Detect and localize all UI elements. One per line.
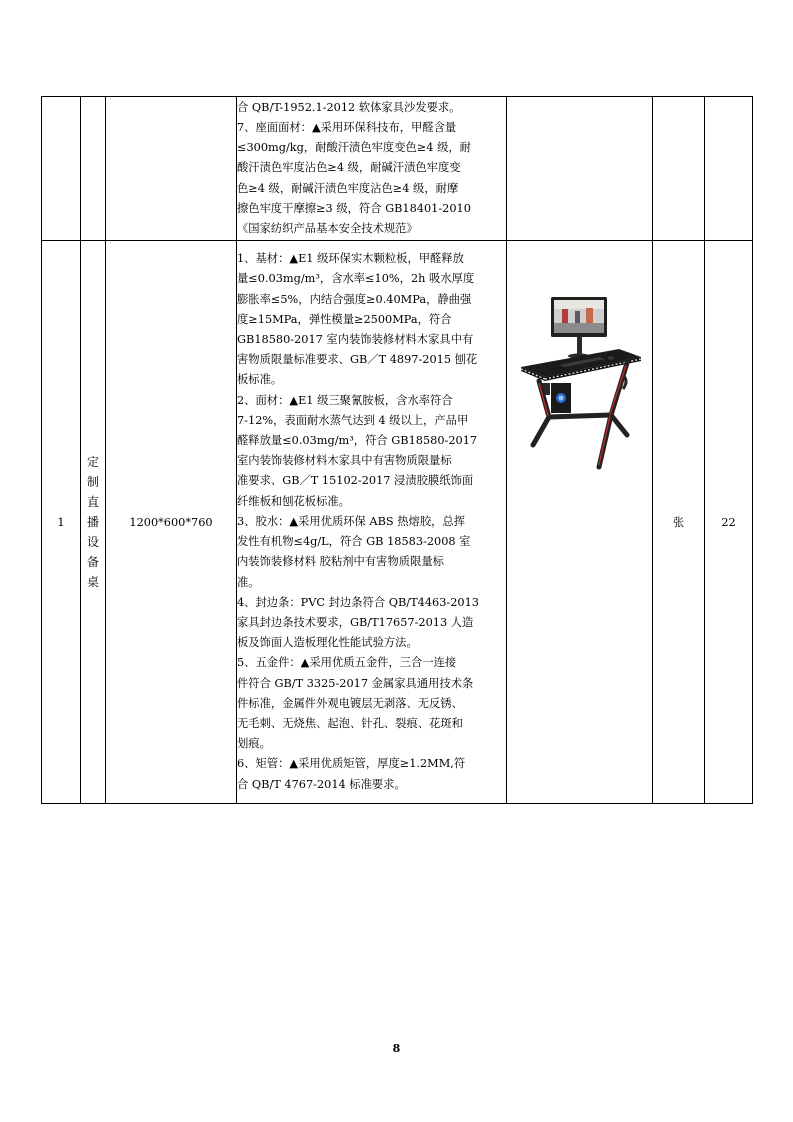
spec-line: GB18580-2017 室内装饰装修材料木家具中有 (237, 333, 474, 347)
cell-unit-empty (653, 97, 705, 241)
spec-line: 家具封边条技术要求，GB/T17657-2013 人造 (237, 615, 474, 629)
table-row-item (42, 241, 753, 804)
spec-line: 度≥15MPa，弹性模量≥2500MPa，符合 (237, 312, 452, 326)
spec-line: 板标准。 (237, 373, 283, 387)
spec-line: 件符合 GB/T 3325-2017 金属家具通用技术条 (237, 676, 474, 690)
spec-line: 擦色牢度干摩擦≥3 级，符合 GB18401-2010 (237, 201, 471, 215)
name-char: 备 (86, 555, 99, 569)
spec-line: 纤维板和刨花板标准。 (237, 494, 350, 508)
spec-line: 板及饰面人造板理化性能试验方法。 (237, 636, 418, 650)
spec-line: 合 QB/T-1952.1-2012 软体家具沙发要求。 (237, 100, 461, 114)
cell-spec-continued (237, 97, 507, 241)
spec-line: 2、面材：▲E1 级三聚氰胺板，含水率符合 (237, 393, 453, 407)
cell-size-empty (106, 97, 237, 241)
name-char: 制 (86, 475, 99, 489)
spec-line: 5、五金件：▲采用优质五金件，三合一连接 (237, 656, 457, 670)
spec-line: 内装饰装修材料 胶粘剂中有害物质限量标 (237, 555, 444, 569)
name-char: 直 (86, 495, 99, 509)
spec-line: 件标准，金属件外观电镀层无剥落、无反锈、 (237, 696, 463, 710)
spec-line: 膨胀率≤5%，内结合强度≥0.40MPa，静曲强 (237, 292, 472, 306)
table-row-continued (42, 97, 753, 241)
spec-line: 色≥4 级，耐碱汗渍色牢度沾色≥4 级，耐摩 (237, 181, 459, 195)
cell-image-empty (507, 97, 653, 241)
cell-quantity: 22 (705, 241, 753, 804)
gaming-desk-image (515, 295, 645, 475)
spec-table (41, 96, 753, 804)
spec-line: 害物质限量标准要求、GB／T 4897-2015 刨花 (237, 353, 478, 367)
spec-line: 准要求、GB／T 15102-2017 浸渍胶膜纸饰面 (237, 474, 474, 488)
spec-line: 酸汗渍色牢度沾色≥4 级，耐碱汗渍色牢度变 (237, 161, 461, 175)
cell-qty-empty (705, 97, 753, 241)
cell-size: 1200*600*760 (106, 241, 237, 804)
name-char: 定 (86, 455, 99, 469)
spec-line: 1、基材：▲E1 级环保实木颗粒板，甲醛释放 (237, 252, 464, 266)
spec-line: 量≤0.03mg/m³，含水率≤10%，2h 吸水厚度 (237, 272, 475, 286)
spec-line: 3、胶水：▲采用优质环保 ABS 热熔胶，总挥 (237, 514, 466, 528)
cell-name-empty (81, 97, 106, 241)
spec-line: 6、矩管：▲采用优质矩管，厚度≥1.2MM,符 (237, 757, 466, 771)
spec-line: 发性有机物≤4g/L，符合 GB 18583-2008 室 (237, 535, 471, 549)
spec-line: 合 QB/T 4767-2014 标准要求。 (237, 777, 406, 791)
cell-product-image (507, 241, 653, 804)
spec-line: 准。 (237, 575, 260, 589)
spec-line: 室内装饰装修材料木家具中有害物质限量标 (237, 454, 452, 468)
spec-line: ≤300mg/kg，耐酸汗渍色牢度变色≥4 级，耐 (237, 141, 471, 155)
name-char: 播 (86, 515, 99, 529)
spec-line: 7、座面面材：▲采用环保科技布，甲醛含量 (237, 120, 457, 134)
name-char: 桌 (86, 575, 99, 589)
spec-line: 醛释放量≤0.03mg/m³，符合 GB18580-2017 (237, 434, 478, 448)
spec-line: 划痕。 (237, 737, 271, 751)
name-char: 设 (86, 535, 99, 549)
spec-line: 《国家纺织产品基本安全技术规范》 (237, 222, 418, 235)
cell-spec (237, 241, 507, 804)
spec-line: 4、封边条：PVC 封边条符合 QB/T4463-2013 (237, 595, 479, 609)
cell-unit: 张 (653, 241, 705, 804)
spec-line: 无毛刺、无烧焦、起泡、针孔、裂痕、花斑和 (237, 716, 463, 730)
spec-line: 7-12%，表面耐水蒸气达到 4 级以上，产品甲 (237, 413, 469, 427)
cell-product-name (81, 241, 106, 804)
cell-index: 1 (42, 241, 81, 804)
page-number: 8 (392, 1042, 401, 1055)
cell-index-empty (42, 97, 81, 241)
